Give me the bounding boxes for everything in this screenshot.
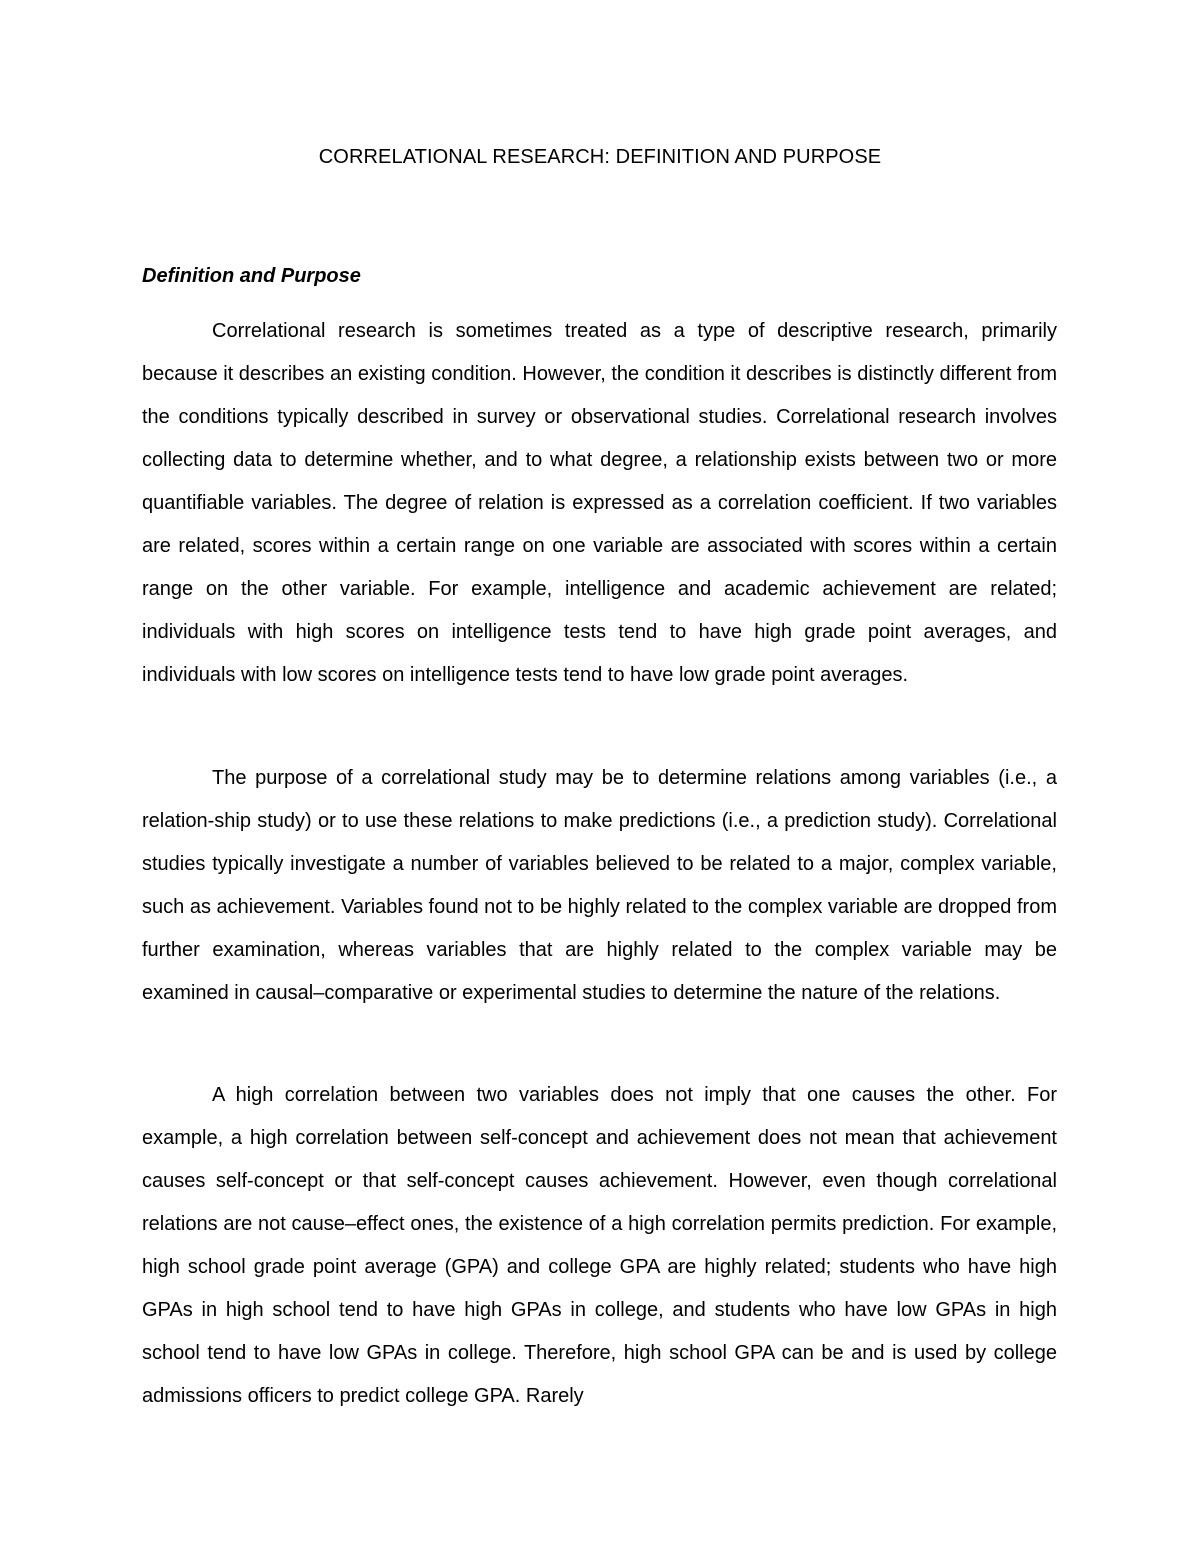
section-heading: Definition and Purpose bbox=[142, 265, 361, 287]
paragraph-purpose: The purpose of a correlational study may be to determine relations among variables (i.e., a relation-ship study) or to use these relations to make predictions (i.e., a prediction study). Correlational studies typically investigate a number of variables believed to be related to a major, complex variable, such as achievement. Variables found not to be highly related to the complex variable are dropped from further examination, whereas variables that are highly related to the complex variable may be examined in causal–comparative or experimental studies to determine the nature of the relations. bbox=[142, 767, 1057, 1004]
paragraph-correlation-causation: A high correlation between two variables does not imply that one causes the other. For example, a high correlation between self-concept and achievement does not mean that achievement causes self-concept or that self-concept causes achievement. However, even though correlational relations are not cause–effect ones, the existence of a high correlation permits prediction. For example, high school grade point average (GPA) and college GPA are highly related; students who have high GPAs in high school tend to have high GPAs in college, and students who have low GPAs in high school tend to have low GPAs in college. Therefore, high school GPA can be and is used by college admissions officers to predict college GPA. Rarely bbox=[142, 1084, 1057, 1407]
document-title: CORRELATIONAL RESEARCH: DEFINITION AND PURPOSE bbox=[318, 146, 882, 168]
paragraph-definition: Correlational research is sometimes treated as a type of descriptive research, primarily because it describes an existing condition. However, the condition it describes is distinctly different from the conditions typically described in survey or observational studies. Correlational research involves collecting data to determine whether, and to what degree, a relationship exists between two or more quantifiable variables. The degree of relation is expressed as a correlation coefficient. If two variables are related, scores within a certain range on one variable are associated with scores within a certain range on the other variable. For example, intelligence and academic achievement are related; individuals with high scores on intelligence tests tend to have high grade point averages, and individuals with low scores on intelligence tests tend to have low grade point averages. bbox=[142, 320, 1057, 686]
